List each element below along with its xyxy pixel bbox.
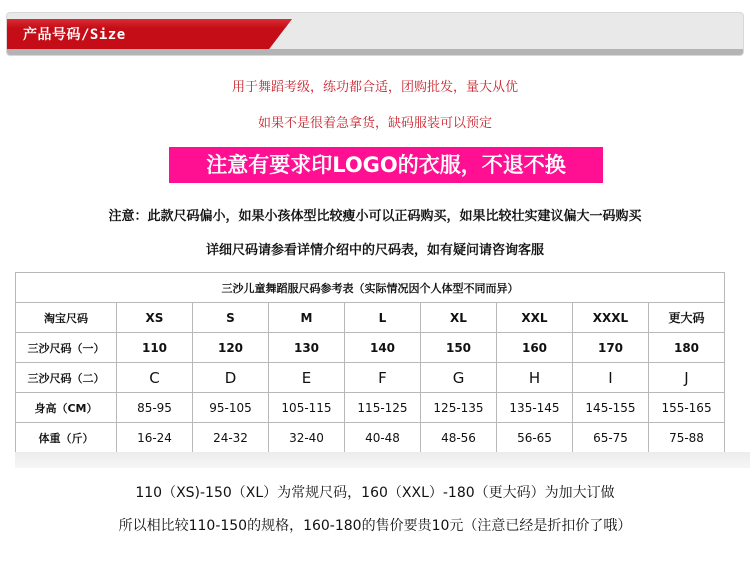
table-cell: F (345, 363, 421, 393)
table-cell: 145-155 (573, 393, 649, 423)
info-line-preorder: 如果不是很着急拿货，缺码服装可以预定 (257, 116, 492, 131)
table-cell: 180 (649, 333, 725, 363)
table-cell: 48-56 (421, 423, 497, 453)
table-caption: 三沙儿童舞蹈服尺码参考表（实际情况因个人体型不同而异） (16, 273, 725, 303)
table-cell: 85-95 (117, 393, 193, 423)
table-cell: 160 (497, 333, 573, 363)
table-cell: XXXL (573, 303, 649, 333)
table-cell: S (193, 303, 269, 333)
table-cell: XXL (497, 303, 573, 333)
table-cell: 40-48 (345, 423, 421, 453)
logo-no-return-banner: 注意有要求印LOGO的衣服，不退不换 (169, 147, 603, 183)
table-cell: 130 (269, 333, 345, 363)
info-line-wholesale: 用于舞蹈考级，练功都合适，团购批发，量大从优 (231, 80, 518, 95)
size-range-note: 110（XS)-150（XL）为常规尺码，160（XXL）-180（更大码）为加大订做 (135, 485, 615, 501)
size-chart-table (15, 272, 725, 453)
table-cell: 125-135 (421, 393, 497, 423)
table-cell: G (421, 363, 497, 393)
table-cell: D (193, 363, 269, 393)
table-cell: 95-105 (193, 393, 269, 423)
size-notice: 注意：此款尺码偏小，如果小孩体型比较瘦小可以正码购买，如果比较壮实建议偏大一码购买 (108, 209, 642, 224)
size-chart-hint: 详细尺码请参看详情介绍中的尺码表，如有疑问请咨询客服 (205, 243, 544, 258)
table-cell: H (497, 363, 573, 393)
table-cell: 24-32 (193, 423, 269, 453)
table-row-taobao-size (16, 303, 725, 333)
table-cell: XL (421, 303, 497, 333)
table-row-height (16, 393, 725, 423)
table-cell: 75-88 (649, 423, 725, 453)
table-cell: 16-24 (117, 423, 193, 453)
table-cell: 65-75 (573, 423, 649, 453)
table-cell: E (269, 363, 345, 393)
table-cell: 115-125 (345, 393, 421, 423)
table-cell: 110 (117, 333, 193, 363)
table-shadow-strip (15, 452, 750, 468)
table-cell: XS (117, 303, 193, 333)
row-label: 身高（CM） (16, 393, 117, 423)
row-label: 三沙尺码（一） (16, 333, 117, 363)
table-cell: 56-65 (497, 423, 573, 453)
section-title: 产品号码/Size (23, 27, 126, 43)
table-cell: 120 (193, 333, 269, 363)
table-cell: 更大码 (649, 303, 725, 333)
table-cell: 150 (421, 333, 497, 363)
header-gray-strip (7, 49, 743, 56)
table-cell: 170 (573, 333, 649, 363)
table-cell: 155-165 (649, 393, 725, 423)
price-note: 所以相比较110-150的规格，160-180的售价要贵10元（注意已经是折扣价了哦） (118, 518, 632, 534)
table-row-weight (16, 423, 725, 453)
section-header (6, 12, 744, 56)
table-cell: 32-40 (269, 423, 345, 453)
table-cell: 135-145 (497, 393, 573, 423)
table-cell: L (345, 303, 421, 333)
row-label: 淘宝尺码 (16, 303, 117, 333)
table-cell: 140 (345, 333, 421, 363)
table-cell: J (649, 363, 725, 393)
table-cell: I (573, 363, 649, 393)
table-cell: C (117, 363, 193, 393)
row-label: 三沙尺码（二） (16, 363, 117, 393)
row-label: 体重（斤） (16, 423, 117, 453)
table-row-sansha-size-2 (16, 363, 725, 393)
table-cell: M (269, 303, 345, 333)
table-row-sansha-size-1 (16, 333, 725, 363)
table-cell: 105-115 (269, 393, 345, 423)
